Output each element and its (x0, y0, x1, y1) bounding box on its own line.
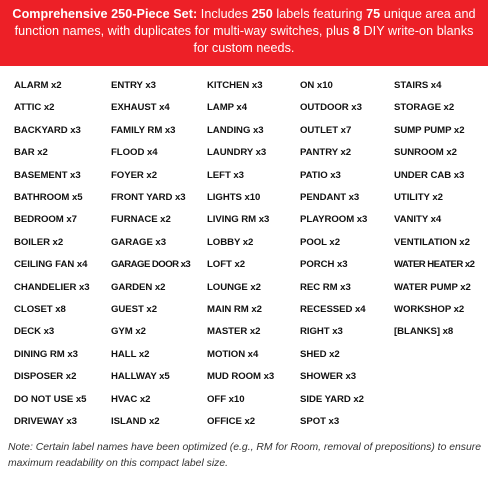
label-item: LOFT x2 (207, 259, 246, 271)
label-item: PORCH x3 (300, 259, 348, 271)
label-item: POOL x2 (300, 236, 340, 248)
label-item: OUTLET x7 (300, 124, 352, 136)
label-item: CLOSET x8 (14, 304, 66, 315)
label-item: SIDE YARD x2 (300, 393, 364, 405)
label-item: ALARM x2 (14, 80, 62, 91)
label-item: MUD ROOM x3 (207, 371, 275, 383)
label-item: GUEST x2 (111, 304, 157, 315)
label-item: FURNACE x2 (111, 214, 171, 226)
label-item: BEDROOM x7 (14, 214, 77, 226)
label-item: DO NOT USE x5 (14, 393, 87, 405)
label-item: CEILING FAN x4 (14, 259, 88, 271)
label-item: HVAC x2 (111, 393, 151, 405)
label-item: UNDER CAB x3 (394, 169, 465, 181)
label-item: FAMILY RM x3 (111, 124, 176, 136)
label-item: FLOOD x4 (111, 147, 158, 159)
banner-text: labels featuring (272, 7, 367, 21)
label-item: LANDING x3 (207, 124, 264, 136)
label-item: HALLWAY x5 (111, 371, 170, 383)
label-item: SPOT x3 (300, 416, 340, 427)
label-item: DECK x3 (14, 326, 55, 338)
label-item: WATER HEATER x2 (394, 259, 475, 271)
banner-title: Comprehensive 250-Piece Set: (12, 7, 198, 21)
label-item: BACKYARD x3 (14, 124, 81, 136)
label-item: STAIRS x4 (394, 80, 442, 91)
label-item: OFF x10 (207, 393, 245, 405)
label-item: ON x10 (300, 80, 333, 91)
label-item: BAR x2 (14, 147, 48, 159)
label-item: DRIVEWAY x3 (14, 416, 77, 427)
label-item: FOYER x2 (111, 169, 157, 181)
label-item: MAIN RM x2 (207, 304, 262, 315)
footnote: Note: Certain label names have been optimized (e.g., RM for Room, removal of prepositions) to ensure maximum readability on this compact label size. (8, 442, 482, 469)
label-item: LOUNGE x2 (207, 281, 261, 293)
label-item: PLAYROOM x3 (300, 214, 368, 226)
banner-label-count: 250 (251, 7, 273, 21)
label-item: WATER PUMP x2 (394, 281, 471, 293)
label-item: WORKSHOP x2 (394, 304, 465, 315)
banner-text: DIY write-on blanks for custom needs. (193, 24, 474, 55)
label-item: CHANDELIER x3 (14, 281, 90, 293)
label-item: LOBBY x2 (207, 236, 254, 248)
label-item: MOTION x4 (207, 348, 259, 360)
label-item: DISPOSER x2 (14, 371, 77, 383)
label-item: EXHAUST x4 (111, 102, 170, 114)
label-item: LAUNDRY x3 (207, 147, 267, 159)
label-item: GYM x2 (111, 326, 146, 338)
label-item: BOILER x2 (14, 236, 64, 248)
label-item: MASTER x2 (207, 326, 261, 338)
label-item: DINING RM x3 (14, 348, 78, 360)
label-item: GARDEN x2 (111, 281, 166, 293)
label-item: HALL x2 (111, 348, 150, 360)
label-item: PATIO x3 (300, 169, 341, 181)
label-item: KITCHEN x3 (207, 80, 263, 91)
label-item: SUMP PUMP x2 (394, 124, 465, 136)
label-item: SHED x2 (300, 348, 340, 360)
label-item: SHOWER x3 (300, 371, 357, 383)
label-item: PANTRY x2 (300, 147, 352, 159)
label-item: RECESSED x4 (300, 304, 366, 315)
label-item: ATTIC x2 (14, 102, 55, 114)
banner-unique-count: 75 (366, 7, 381, 21)
header-banner (0, 0, 488, 66)
banner-blank-count: 8 (352, 24, 360, 38)
label-item: SUNROOM x2 (394, 147, 457, 159)
label-item: RIGHT x3 (300, 326, 343, 338)
label-item: LIVING RM x3 (207, 214, 270, 226)
label-item: ENTRY x3 (111, 80, 156, 91)
label-item: LIGHTS x10 (207, 192, 261, 203)
label-grid (0, 74, 488, 434)
label-item: VANITY x4 (394, 214, 442, 226)
label-item: BASEMENT x3 (14, 169, 81, 181)
label-item: OFFICE x2 (207, 416, 256, 427)
banner-text: unique area and function names, with duplicates for multi-way switches, plus (14, 7, 476, 38)
label-item: LEFT x3 (207, 169, 244, 181)
label-item: VENTILATION x2 (394, 236, 470, 248)
label-item: FRONT YARD x3 (111, 192, 186, 203)
label-item: BATHROOM x5 (14, 192, 83, 203)
label-item: PENDANT x3 (300, 192, 360, 203)
label-item: STORAGE x2 (394, 102, 455, 114)
label-item: UTILITY x2 (394, 192, 443, 203)
label-item: GARAGE x3 (111, 236, 166, 248)
label-item: OUTDOOR x3 (300, 102, 362, 114)
label-item: REC RM x3 (300, 281, 351, 293)
label-item: GARAGE DOOR x3 (111, 259, 191, 271)
label-item: [BLANKS] x8 (394, 326, 454, 338)
label-item: LAMP x4 (207, 102, 247, 114)
banner-text: Includes (197, 7, 252, 21)
label-item: ISLAND x2 (111, 416, 160, 427)
